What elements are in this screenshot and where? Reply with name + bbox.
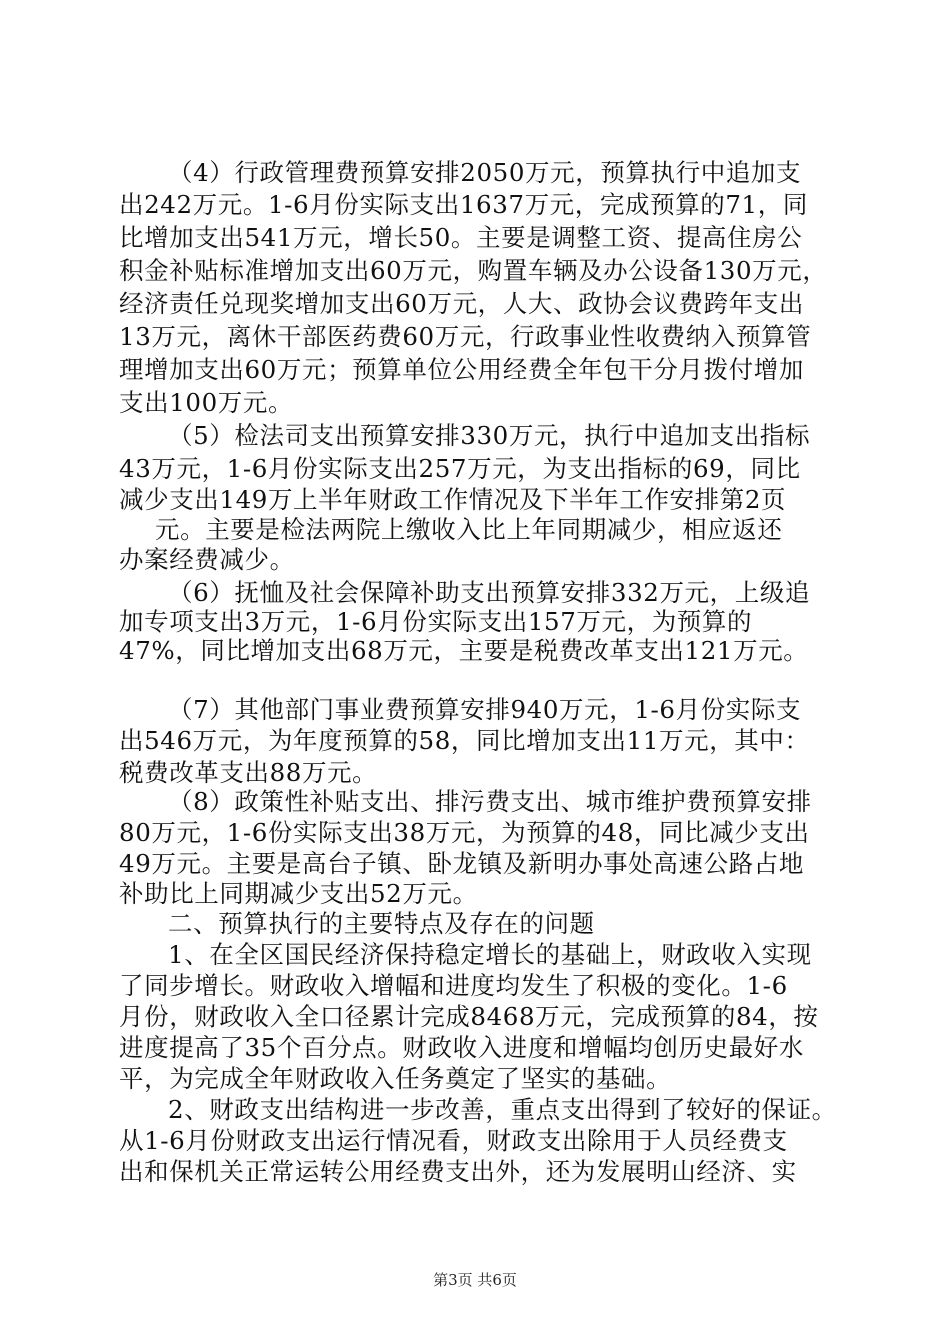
text-line: 比增加支出541万元，增长50。主要是调整工资、提高住房公 bbox=[119, 223, 803, 252]
page-footer: 第3页 共6页 bbox=[433, 1271, 517, 1289]
section-heading: 二、预算执行的主要特点及存在的问题 bbox=[168, 909, 595, 938]
text-line: 理增加支出60万元；预算单位公用经费全年包干分月拨付增加 bbox=[119, 355, 804, 384]
text-line: 加专项支出3万元，1-6月份实际支出157万元，为预算的 bbox=[119, 607, 753, 636]
text-line: 经济责任兑现奖增加支出60万元，人大、政协会议费跨年支出 bbox=[119, 289, 804, 318]
text-line: 补助比上同期减少支出52万元。 bbox=[119, 879, 478, 908]
text-line: 支出100万元。 bbox=[119, 388, 294, 417]
text-line: 2、财政支出结构进一步改善，重点支出得到了较好的保证。 bbox=[168, 1095, 837, 1124]
text-line: （6）抚恤及社会保障补助支出预算安排332万元，上级追 bbox=[168, 578, 811, 607]
text-line: 积金补贴标准增加支出60万元，购置车辆及办公设备130万元， bbox=[119, 256, 828, 285]
text-line: 出546万元，为年度预算的58，同比增加支出11万元，其中： bbox=[119, 726, 810, 755]
text-line: 出和保机关正常运转公用经费支出外，还为发展明山经济、实 bbox=[119, 1157, 797, 1186]
text-line: 80万元，1-6份实际支出38万元，为预算的48，同比减少支出 bbox=[119, 818, 810, 847]
text-line: 平，为完成全年财政收入任务奠定了坚实的基础。 bbox=[119, 1064, 672, 1093]
text-line: 1、在全区国民经济保持稳定增长的基础上，财政收入实现 bbox=[168, 940, 812, 969]
text-line: 进度提高了35个百分点。财政收入进度和增幅均创历史最好水 bbox=[119, 1033, 804, 1062]
text-line: （7）其他部门事业费预算安排940万元，1-6月份实际支 bbox=[168, 695, 802, 724]
text-line: 13万元，离休干部医药费60万元，行政事业性收费纳入预算管 bbox=[119, 322, 812, 351]
text-line: 减少支出149万上半年财政工作情况及下半年工作安排第2页 bbox=[119, 485, 787, 514]
text-line: 办案经费减少。 bbox=[119, 545, 295, 574]
text-line: 月份，财政收入全口径累计完成8468万元，完成预算的84，按 bbox=[119, 1002, 819, 1031]
text-line: 了同步增长。财政收入增幅和进度均发生了积极的变化。1-6 bbox=[119, 971, 788, 1000]
text-line: 47%，同比增加支出68万元，主要是税费改革支出121万元。 bbox=[119, 636, 809, 665]
text-line: 税费改革支出88万元。 bbox=[119, 758, 378, 787]
text-line: （5）检法司支出预算安排330万元，执行中追加支出指标 bbox=[168, 421, 811, 450]
text-line: （4）行政管理费预算安排2050万元，预算执行中追加支 bbox=[168, 158, 802, 187]
text-line: 元。主要是检法两院上缴收入比上年同期减少，相应返还 bbox=[155, 515, 783, 544]
text-line: （8）政策性补贴支出、排污费支出、城市维护费预算安排 bbox=[168, 787, 812, 816]
text-line: 49万元。主要是高台子镇、卧龙镇及新明办事处高速公路占地 bbox=[119, 849, 804, 878]
text-line: 出242万元。1-6月份实际支出1637万元，完成预算的71，同 bbox=[119, 190, 808, 219]
text-line: 从1-6月份财政支出运行情况看，财政支出除用于人员经费支 bbox=[119, 1126, 788, 1155]
text-line: 43万元，1-6月份实际支出257万元，为支出指标的69，同比 bbox=[119, 454, 801, 483]
